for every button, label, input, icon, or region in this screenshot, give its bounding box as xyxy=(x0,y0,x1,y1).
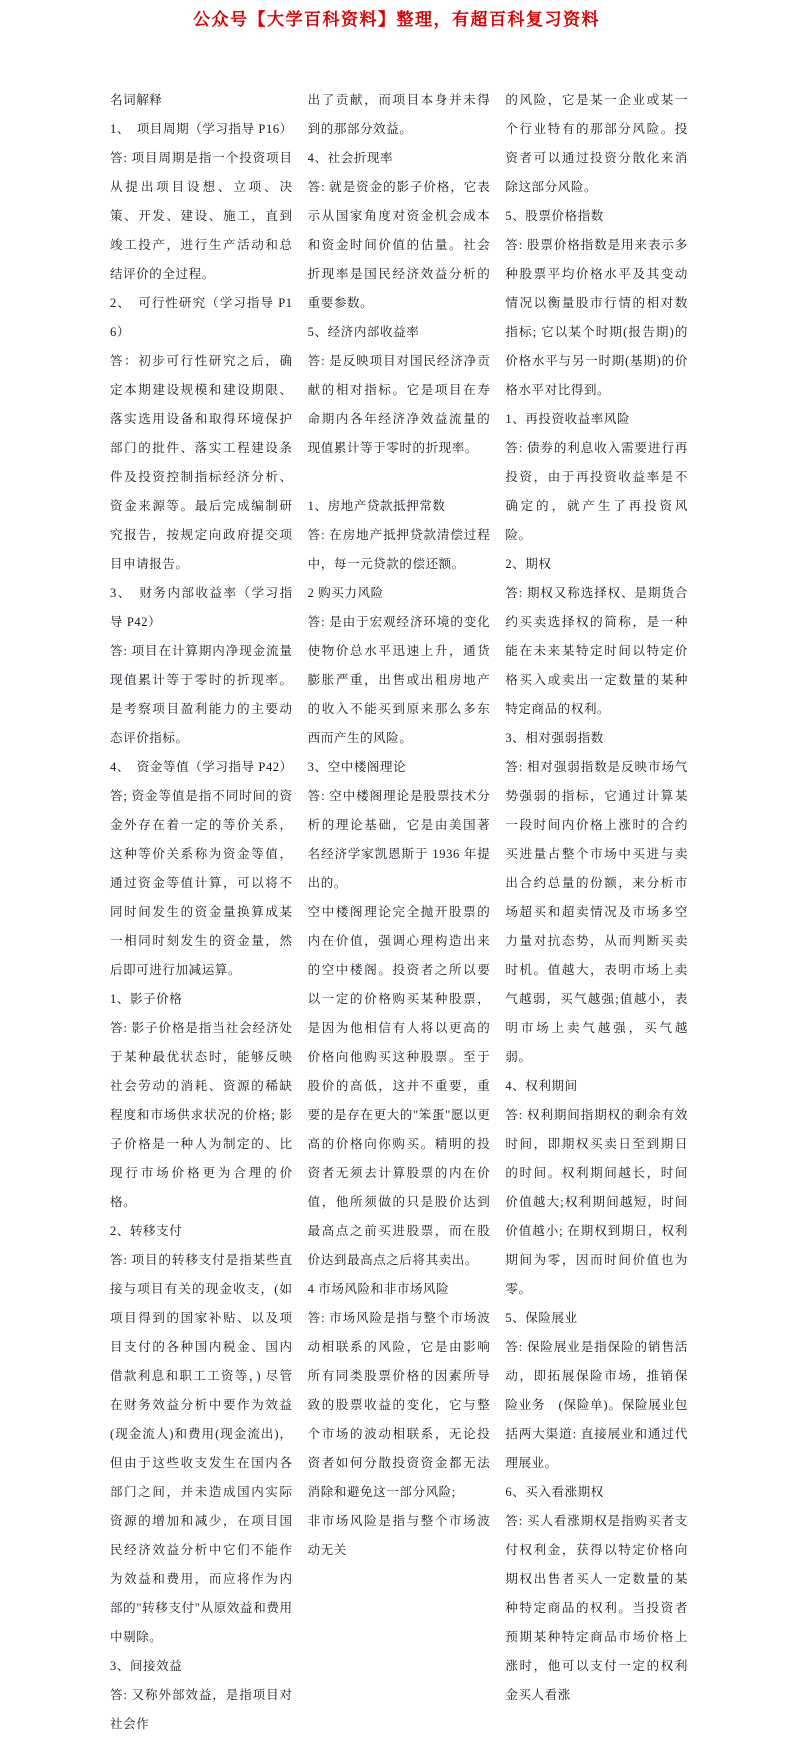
answer-project-cycle: 答: 项目周期是指一个投资项目从提出项目设想、立项、决策、开发、建设、施工，直到竣工投产，进行生产活动和总结评价的全过程。 xyxy=(110,151,293,281)
answer-transfer-payment: 答: 项目的转移支付是指某些直接与项目有关的现金收支，(如项目得到的国家补贴、以及项目支付的各种国内税金、国内借款利息和职工工资等，) 尽管在财务效益分析中要作为效益(现金流人)和费用(现金流出)，但由于这些收支发生在国内各部门之间，并未造成国内实际资源的增加和减少，在项目国民经济效益分析中它们不能作为效益和费用，而应将作为内部的"转移支付"从原效益和费用中剔除。 xyxy=(110,1253,293,1644)
answer-feasibility-study: 答：初步可行性研究之后，确定本期建设规模和建设期限、落实选用设备和取得环境保护部门的批件、落实工程建设条件及投资控制指标经济分析、资金来源等。最后完成编制研究报告，按规定向政府提交项目申请报告。 xyxy=(110,354,293,571)
term-option: 2、期权 xyxy=(505,557,552,571)
answer-castle-in-air-theory: 答: 空中楼阁理论是股票技术分析的理论基础，它是由美国著名经济学家凯恩斯于 1936 年提出的。 xyxy=(307,789,491,890)
term-reinvestment-risk: 1、再投资收益率风险 xyxy=(505,412,631,426)
content-columns xyxy=(110,86,688,1739)
answer-nonmarket-risk-cont: 的风险，它是某一企业或某一个行业特有的那部分风险。投资者可以通过投资分散化来消除这部分风险。 xyxy=(505,93,689,194)
answer-rsi: 答: 相对强弱指数是反映市场气势强弱的指标，它通过计算某一段时间内价格上涨时的合约买进量占整个市场中买进与卖出合约总量的份额，来分析市场超买和超卖情况及市场多空力量对抗态势，从而判断买卖时机。值越大，表明市场上卖气越弱，买气越强;值越小，表明市场上卖气越强，买气越弱。 xyxy=(505,760,689,1064)
term-mortgage-constant: 1、房地产贷款抵押常数 xyxy=(307,499,446,513)
term-insurance-sales: 5、保险展业 xyxy=(505,1311,578,1325)
answer-economic-irr: 答: 是反映项目对国民经济净贡献的相对指标。它是项目在寿命期内各年经济净效益流量的现值累计等于零时的折现率。 xyxy=(307,354,491,455)
answer-stock-price-index: 答: 股票价格指数是用来表示多种股票平均价格水平及其变动情况以衡量股市行情的相对数指标; 它以某个时期(报告期)的价格水平与另一时期(基期)的价格水平对比得到。 xyxy=(505,238,689,397)
column-2 xyxy=(308,86,491,1739)
term-feasibility-study: 2、 可行性研究（学习指导 P16） xyxy=(110,296,293,339)
term-transfer-payment: 2、转移支付 xyxy=(110,1224,183,1238)
term-project-cycle: 1、 项目周期（学习指导 P16） xyxy=(110,122,293,136)
term-shadow-price: 1、影子价格 xyxy=(110,992,183,1006)
answer-insurance-sales: 答: 保险展业是指保险的销售活动，即拓展保险市场，推销保险业务 (保险单)。保险展业包括两大渠道: 直接展业和通过代理展业。 xyxy=(505,1340,689,1470)
answer-indirect-benefit: 答: 又称外部效益，是指项目对社会作 xyxy=(110,1688,293,1731)
answer-market-risk: 答: 市场风险是指与整个市场波动相联系的风险，它是由影响所有同类股票价格的因素所导致的股票收益的变化，它与整个市场的波动相联系，无论投资者如何分散投资资金都无法消除和避免这一部分风险; xyxy=(307,1311,491,1499)
answer-capital-equivalence: 答; 资金等值是指不同时间的资金外存在着一定的等价关系，这种等价关系称为资金等值，通过资金等值计算，可以将不同时间发生的资金量换算成某一相同时刻发生的资金量，然后即可进行加减运算。 xyxy=(110,789,293,977)
term-social-discount-rate: 4、社会折现率 xyxy=(307,151,394,165)
column-1 xyxy=(110,86,293,1739)
term-call-option: 6、买入看涨期权 xyxy=(505,1485,604,1499)
column-3 xyxy=(505,86,688,1739)
answer-nonmarket-risk: 非市场风险是指与整个市场波动无关 xyxy=(307,1514,491,1557)
answer-option: 答: 期权又称选择权、是期货合约买卖选择权的简称，是一种能在未来某特定时间以特定价格买入或卖出一定数量的某种特定商品的权利。 xyxy=(505,586,689,716)
term-purchasing-power-risk: 2 购买力风险 xyxy=(307,586,384,600)
answer-financial-irr: 答: 项目在计算期内净现金流量现值累计等于零时的折现率。是考察项目盈利能力的主要动态评价指标。 xyxy=(110,644,293,745)
answer-social-discount-rate: 答: 就是资金的影子价格，它表示从国家角度对资金机会成本和资金时间价值的估量。社会折现率是国民经济效益分析的重要参数。 xyxy=(307,180,491,310)
term-stock-price-index: 5、股票价格指数 xyxy=(505,209,604,223)
answer-shadow-price: 答: 影子价格是指当社会经济处于某种最优状态时，能够反映社会劳动的消耗、资源的稀缺程度和市场供求状况的价格; 影子价格是一种人为制定的、比现行市场价格更为合理的价格。 xyxy=(110,1021,293,1209)
answer-purchasing-power-risk: 答: 是由于宏观经济环境的变化使物价总水平迅速上升，通货膨胀严重，出售或出租房地产的收入不能买到原来那么多东西而产生的风险。 xyxy=(307,615,491,745)
answer-option-period: 答: 权利期间指期权的剩余有效时间，即期权买卖日至到期日的时间。权利期间越长，时间价值越大;权利期间越短，时间价值越小; 在期权到期日，权利期间为零，因而时间价值也为零。 xyxy=(505,1108,689,1296)
term-capital-equivalence: 4、 资金等值（学习指导 P42） xyxy=(110,760,293,774)
term-castle-in-air-theory: 3、空中楼阁理论 xyxy=(307,760,407,774)
answer-indirect-benefit-cont: 出了贡献，而项目本身并未得到的那部分效益。 xyxy=(307,93,491,136)
section-heading: 名词解释 xyxy=(110,93,163,107)
page-header-title: 公众号【大学百科资料】整理，有超百科复习资料 xyxy=(193,10,600,29)
term-economic-irr: 5、经济内部收益率 xyxy=(307,325,420,339)
term-market-nonmarket-risk: 4 市场风险和非市场风险 xyxy=(307,1282,450,1296)
section-gap xyxy=(308,463,491,492)
answer-mortgage-constant: 答: 在房地产抵押贷款清偿过程中，每一元贷款的偿还额。 xyxy=(307,528,491,571)
answer-reinvestment-risk: 答: 债券的利息收入需要进行再投资，由于再投资收益率是不确定的，就产生了再投资风险。 xyxy=(505,441,689,542)
answer-call-option: 答: 买人看涨期权是指购买者支付权利金，获得以特定价格向期权出售者买人一定数量的某种特定商品的权利。当投资者预期某种特定商品市场价格上涨时，他可以支付一定的权利金买人看涨 xyxy=(505,1514,689,1702)
term-indirect-benefit: 3、间接效益 xyxy=(110,1659,183,1673)
answer-castle-in-air-theory-2: 空中楼阁理论完全抛开股票的内在价值，强调心理构造出来的空中楼阁。投资者之所以要以一定的价格购买某种股票，是因为他相信有人将以更高的价格向他购买这种股票。至于股价的高低，这并不重要，重要的是存在更大的"笨蛋"愿以更高的价格向你购买。精明的投资者无须去计算股票的内在价值，他所须做的只是股价达到最高点之前买进股票，而在股价达到最高点之后将其卖出。 xyxy=(307,905,491,1267)
term-financial-irr: 3、 财务内部收益率（学习指导 P42） xyxy=(110,586,293,629)
term-option-period: 4、权利期间 xyxy=(505,1079,578,1093)
term-rsi: 3、相对强弱指数 xyxy=(505,731,604,745)
